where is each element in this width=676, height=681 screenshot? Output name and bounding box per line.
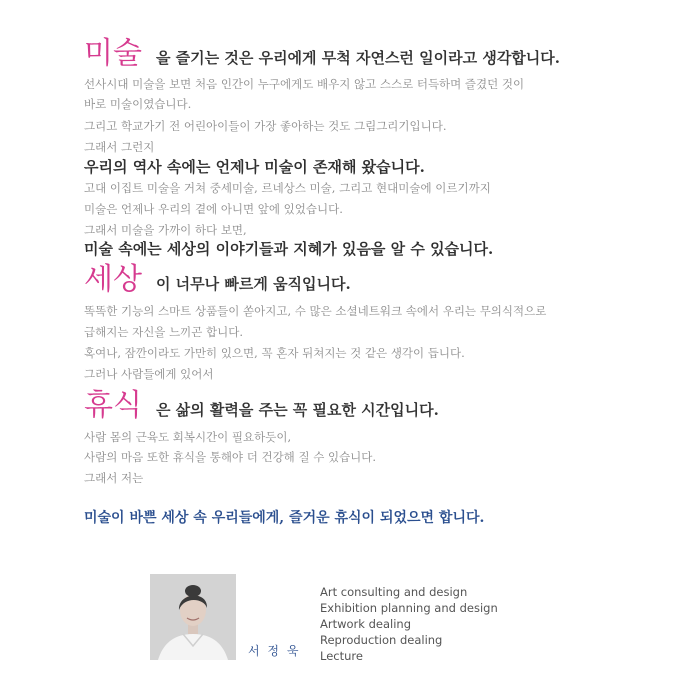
paragraph-line: 사람 몸의 근육도 회복시간이 필요하듯이,	[84, 430, 292, 444]
service-item: Artwork dealing	[320, 617, 411, 631]
service-item: Exhibition planning and design	[320, 601, 498, 615]
keyword-rest: 휴식	[84, 388, 142, 423]
keyword-world: 세상	[84, 262, 142, 297]
paragraph-line: 미술은 언제나 우리의 곁에 아니면 앞에 있었습니다.	[84, 202, 343, 216]
service-item: Art consulting and design	[320, 585, 468, 599]
section-rest-heading	[84, 390, 439, 422]
paragraph-line: 그래서 저는	[84, 471, 144, 485]
paragraph-line: 바로 미술이였습니다.	[84, 97, 192, 111]
paragraph-line: 그래서 미술을 가까이 하다 보면,	[84, 223, 247, 237]
closing-statement: 미술이 바쁜 세상 속 우리들에게, 즐거운 휴식이 되었으면 합니다.	[84, 510, 485, 526]
highlight-sentence: 우리의 역사 속에는 언제나 미술이 존재해 왔습니다.	[84, 158, 425, 176]
paragraph-line: 그래서 그런지	[84, 140, 155, 154]
service-item: Lecture	[320, 649, 363, 663]
paragraph-line: 똑똑한 기능의 스마트 상품들이 쏟아지고, 수 많은 소셜네트워크 속에서 우리는 무의식적으로	[84, 304, 547, 318]
portrait-illustration	[150, 574, 236, 660]
paragraph-line: 그리고 학교가기 전 어린아이들이 가장 좋아하는 것도 그림그리기입니다.	[84, 119, 447, 133]
paragraph-line: 선사시대 미술을 보면 처음 인간이 누구에게도 배우지 않고 스스로 터득하며 즐겼던 것이	[84, 77, 525, 91]
profile-photo	[150, 574, 236, 660]
section-art-heading	[84, 38, 560, 70]
paragraph-line: 그러나 사람들에게 있어서	[84, 367, 214, 381]
section-art-lead: 을 즐기는 것은 우리에게 무척 자연스런 일이라고 생각합니다.	[155, 49, 560, 67]
services-list	[320, 584, 498, 664]
section-world-lead: 이 너무나 빠르게 움직입니다.	[155, 275, 351, 293]
paragraph-line: 고대 이집트 미술을 거쳐 중세미술, 르네상스 미술, 그리고 현대미술에 이르기까지	[84, 181, 491, 195]
paragraph-line: 급해지는 자신을 느끼곤 합니다.	[84, 325, 244, 339]
author-name: 서 정 욱	[248, 644, 301, 658]
highlight-sentence: 미술 속에는 세상의 이야기들과 지혜가 있음을 알 수 있습니다.	[84, 240, 494, 258]
paragraph-line: 혹여나, 잠깐이라도 가만히 있으면, 꼭 혼자 뒤쳐지는 것 같은 생각이 듭니다.	[84, 346, 465, 360]
paragraph-line: 사람의 마음 또한 휴식을 통해야 더 건강해 질 수 있습니다.	[84, 450, 377, 464]
keyword-art: 미술	[84, 36, 142, 71]
section-rest-lead: 은 삶의 활력을 주는 꼭 필요한 시간입니다.	[155, 401, 439, 419]
service-item: Reproduction dealing	[320, 633, 443, 647]
section-world-heading	[84, 264, 351, 296]
